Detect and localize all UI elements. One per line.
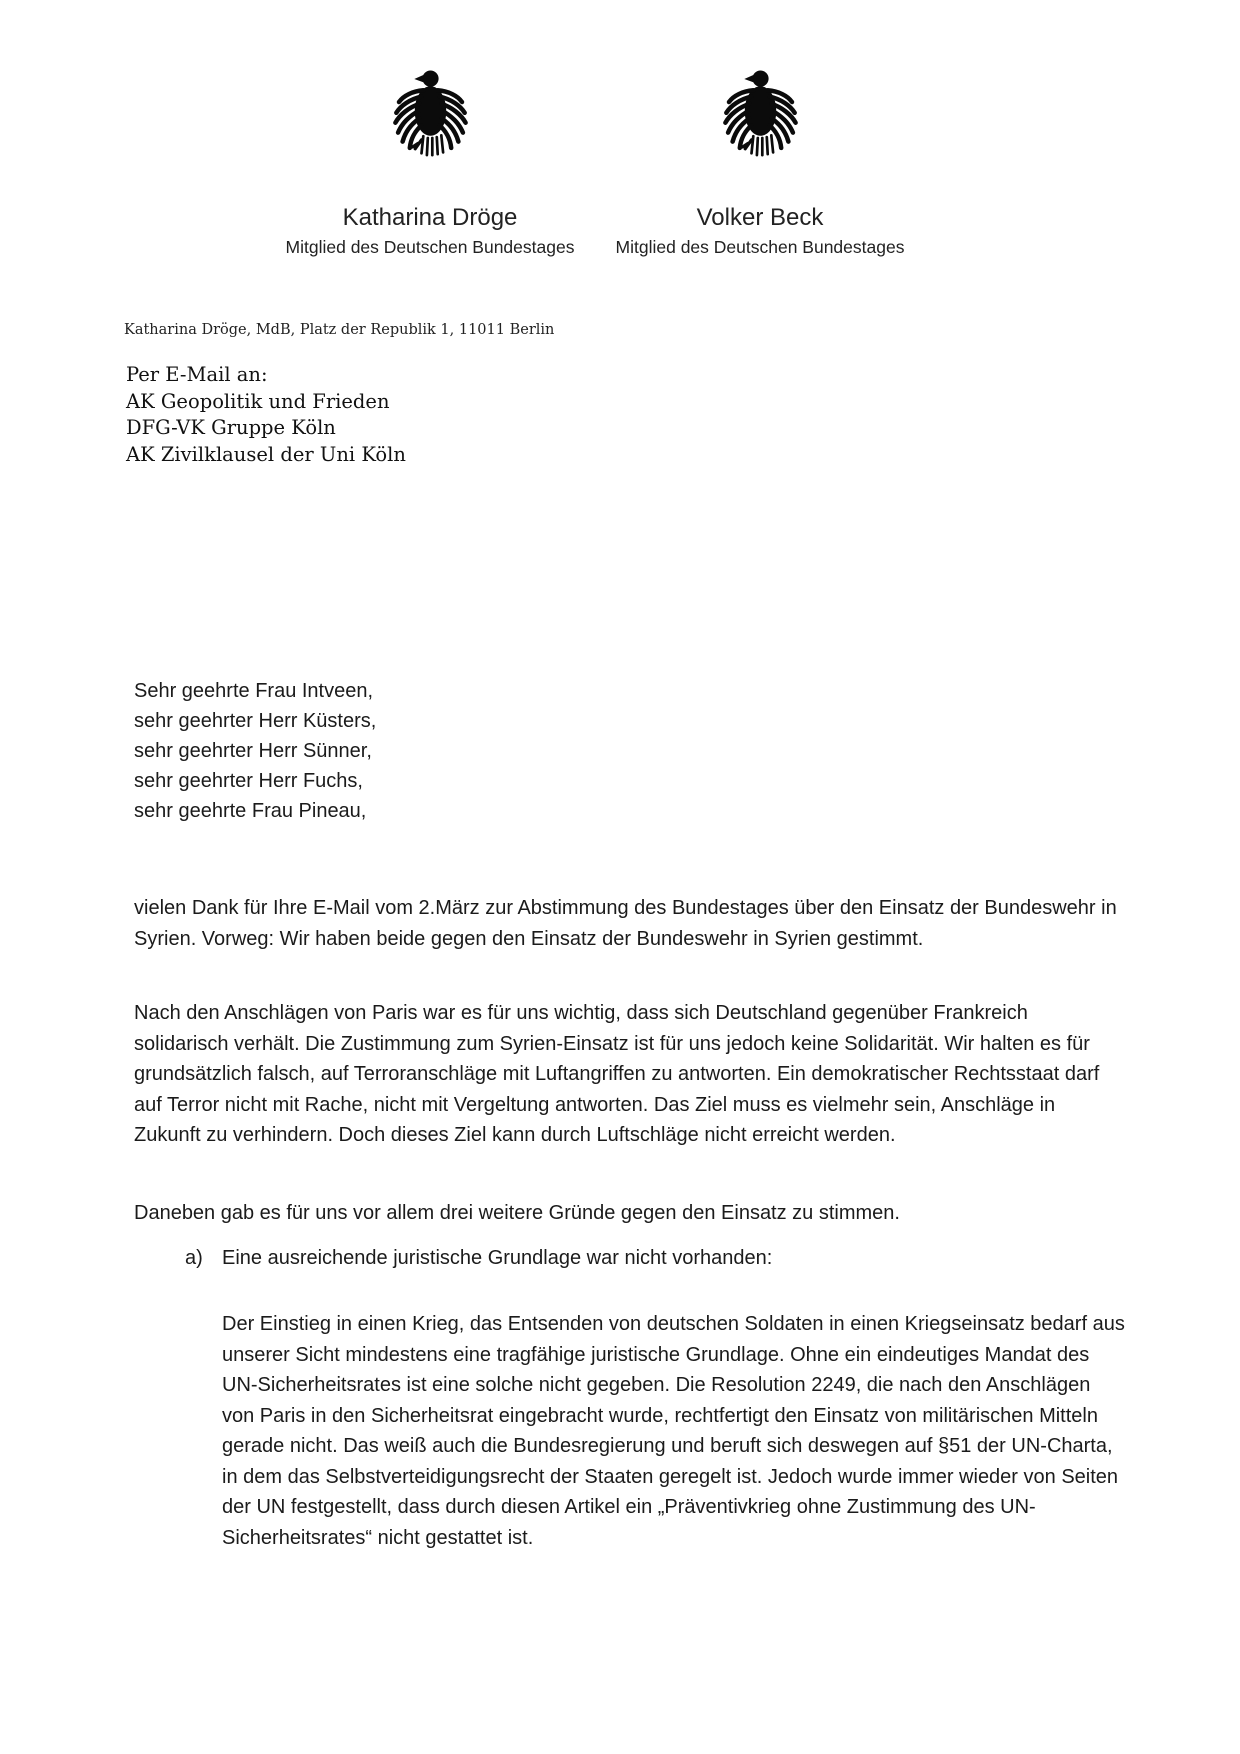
recipient-line: AK Geopolitik und Frieden	[126, 389, 390, 413]
sender-role-right: Mitglied des Deutschen Bundestages	[615, 237, 905, 257]
sender-role-left: Mitglied des Deutschen Bundestages	[285, 237, 575, 257]
list-item-a-marker: a)	[185, 1247, 203, 1269]
header-column-beck	[567, 66, 953, 259]
header-column-droege	[237, 66, 623, 259]
salutation-line: Sehr geehrte Frau Intveen,	[134, 680, 374, 702]
recipient-block	[126, 362, 406, 468]
list-item-a-text: Der Einstieg in einen Krieg, das Entsenden von deutschen Soldaten in einen Kriegseinsatz bedarf aus unserer Sicht mindestens eine tragfähige juristische Grundlage. Ohne ein eindeutiges Mandat des UN-Sicherheitsrates ist eine solche nicht gegeben. Die Resolution 2249, die nach den Anschlägen von Paris in den Sicherheitsrat eingebracht wurde, rechtfertigt den Einsatz von militärischen Mitteln gerade nicht. Das weiß auch die Bundesregierung und beruft sich deswegen auf §51 der UN-Charta, in dem das Selbstverteidigungsrecht der Staaten geregelt ist. Jedoch wurde immer wieder von Seiten der UN festgestellt, dass durch diesen Artikel ein „Präventivkrieg ohne Zustimmung des UN-Sicherheitsrates“ nicht gestattet ist.	[222, 1313, 1125, 1549]
salutation-line: sehr geehrte Frau Pineau,	[134, 800, 367, 822]
list-item-a-title: Eine ausreichende juristische Grundlage war nicht vorhanden:	[222, 1247, 773, 1269]
salutation-line: sehr geehrter Herr Küsters,	[134, 710, 377, 732]
sender-name-right: Volker Beck	[696, 204, 824, 231]
sender-address-line: Katharina Dröge, MdB, Platz der Republik 1, 11011 Berlin	[124, 322, 555, 338]
recipient-line: DFG-VK Gruppe Köln	[126, 416, 336, 439]
body-paragraph-2: Nach den Anschlägen von Paris war es für uns wichtig, dass sich Deutschland gegenüber Frankreich solidarisch verhält. Die Zustimmung zum Syrien-Einsatz ist für uns jedoch keine Solidarität. Wir halten es für grundsätzlich falsch, auf Terroranschläge mit Luftangriffen zu antworten. Ein demokratischer Rechtsstaat darf auf Terror nicht mit Rache, nicht mit Vergeltung antworten. Das Ziel muss es vielmehr sein, Anschläge in Zukunft zu verhindern. Doch dieses Ziel kann durch Luftschläge nicht erreicht werden.	[134, 1002, 1100, 1146]
sender-name-left: Katharina Dröge	[342, 204, 518, 231]
recipient-via: Per E-Mail an:	[126, 363, 268, 386]
body-paragraph-1: vielen Dank für Ihre E-Mail vom 2.März zur Abstimmung des Bundestages über den Einsatz der Bundeswehr in Syrien. Vorweg: Wir haben beide gegen den Einsatz der Bundeswehr in Syrien gestimmt.	[134, 897, 1117, 950]
bundesadler-eagle-icon	[712, 66, 809, 165]
list-item-a	[185, 1243, 1135, 1273]
recipient-line: AK Zivilklausel der Uni Köln	[126, 442, 406, 466]
salutation-line: sehr geehrter Herr Sünner,	[134, 740, 372, 762]
bundesadler-eagle-icon	[382, 66, 479, 165]
body-paragraph-3: Daneben gab es für uns vor allem drei weitere Gründe gegen den Einsatz zu stimmen.	[134, 1202, 900, 1224]
salutation-block	[134, 676, 376, 826]
salutation-line: sehr geehrter Herr Fuchs,	[134, 770, 363, 792]
